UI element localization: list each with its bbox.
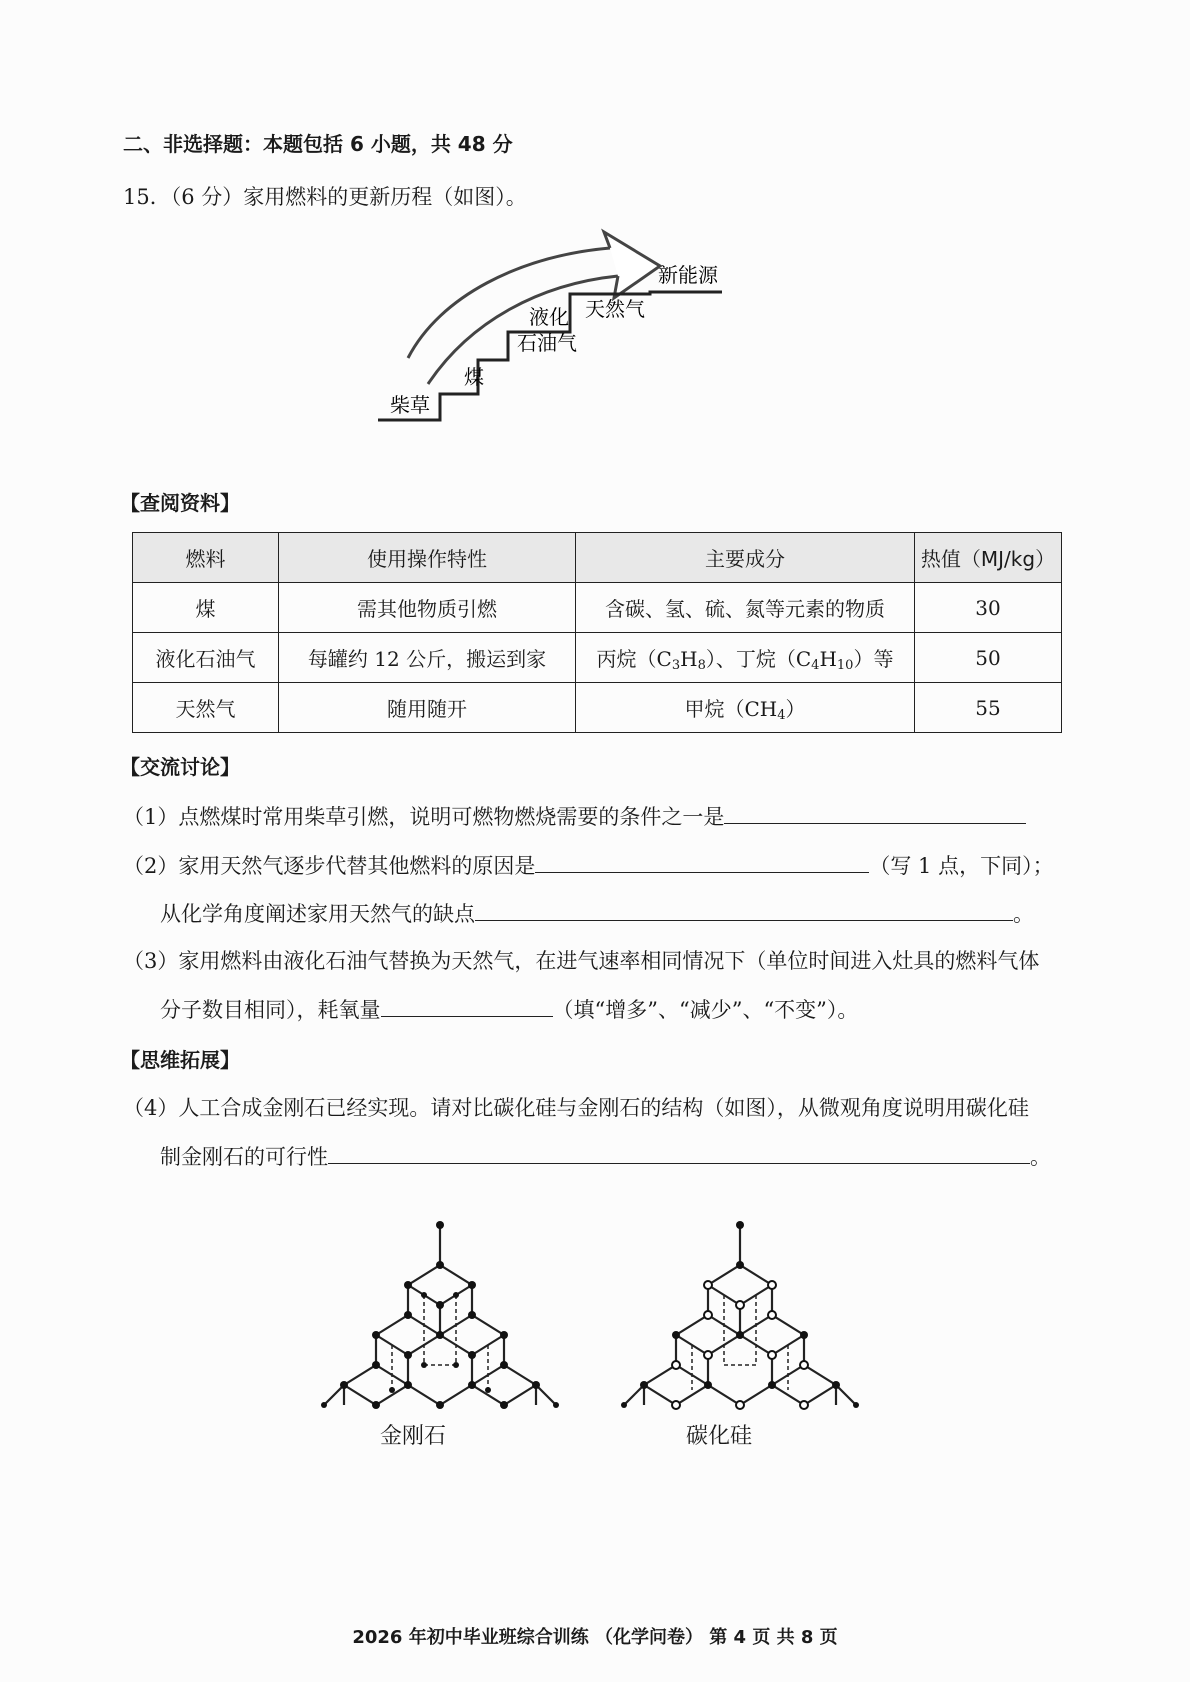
cell-heat: 50	[915, 633, 1062, 683]
cell-component: 含碳、氢、硫、氮等元素的物质	[576, 583, 915, 633]
cell-heat: 30	[915, 583, 1062, 633]
step-label-3b: 石油气	[517, 331, 577, 355]
step-label-2: 煤	[464, 365, 484, 389]
question-2b: 从化学角度阐述家用天然气的缺点 。	[160, 898, 1034, 929]
arrow-curve-outer	[428, 276, 618, 384]
table-row	[133, 583, 1062, 633]
cell-fuel: 天然气	[133, 683, 279, 733]
cell-property: 需其他物质引燃	[279, 583, 576, 633]
cell-fuel: 煤	[133, 583, 279, 633]
question-3a: （3）家用燃料由液化石油气替换为天然气，在进气速率相同情况下（单位时间进入灶具的燃料气体	[123, 949, 1040, 973]
cell-property: 每罐约 12 公斤，搬运到家	[279, 633, 576, 683]
header-property: 使用操作特性	[279, 533, 576, 583]
table-header-row	[133, 533, 1062, 583]
sic-label: 碳化硅	[686, 1424, 753, 1449]
step-label-4: 天然气	[585, 297, 645, 321]
table-row	[133, 683, 1062, 733]
answer-blank-2a[interactable]	[535, 850, 869, 873]
reference-heading: 【查阅资料】	[120, 491, 240, 515]
cell-property: 随用随开	[279, 683, 576, 733]
diamond-label: 金刚石	[380, 1424, 447, 1449]
question-3b: 分子数目相同），耗氧量 （填“增多”、“减少”、“不变”）。	[160, 994, 858, 1025]
question-4a: （4）人工合成金刚石已经实现。请对比碳化硅与金刚石的结构（如图），从微观角度说明用碳化硅	[123, 1096, 1029, 1120]
answer-blank-2b[interactable]	[475, 898, 1013, 921]
diamond-structure	[320, 1215, 580, 1425]
step-label-1: 柴草	[390, 393, 430, 417]
discussion-heading: 【交流讨论】	[120, 755, 240, 779]
answer-blank-3[interactable]	[381, 994, 553, 1017]
fuel-history-diagram	[370, 226, 740, 426]
extension-heading: 【思维拓展】	[120, 1048, 240, 1072]
sic-structure	[620, 1215, 880, 1425]
arrow-head	[604, 232, 660, 298]
question-4b: 制金刚石的可行性 。	[160, 1141, 1051, 1172]
cell-heat: 55	[915, 683, 1062, 733]
question-1: （1）点燃煤时常用柴草引燃，说明可燃物燃烧需要的条件之一是	[123, 801, 1026, 832]
cell-component: 甲烷$(CH_4)$	[576, 683, 915, 733]
cell-fuel: 液化石油气	[133, 633, 279, 683]
section-heading: 二、非选择题：本题包括 6 小题，共 48 分	[123, 132, 513, 156]
fuel-table	[132, 532, 1062, 733]
answer-blank-1[interactable]	[724, 801, 1026, 824]
question-2a: （2）家用天然气逐步代替其他燃料的原因是 （写 1 点，下同）；	[123, 850, 1054, 881]
answer-blank-4[interactable]	[328, 1141, 1030, 1164]
header-fuel: 燃料	[133, 533, 279, 583]
step-label-3a: 液化	[529, 305, 569, 329]
question-15-intro: 15．（6 分）家用燃料的更新历程（如图）。	[123, 185, 527, 209]
page-footer: 2026 年初中毕业班综合训练 （化学问卷） 第 4 页 共 8 页	[352, 1627, 838, 1648]
step-label-5: 新能源	[658, 263, 718, 287]
table-row	[133, 633, 1062, 683]
cell-component: 丙烷$(C_3H_8)$、丁烷$(C_4H_{10})$等	[576, 633, 915, 683]
header-component: 主要成分	[576, 533, 915, 583]
header-heat: 热值（MJ/kg）	[915, 533, 1062, 583]
